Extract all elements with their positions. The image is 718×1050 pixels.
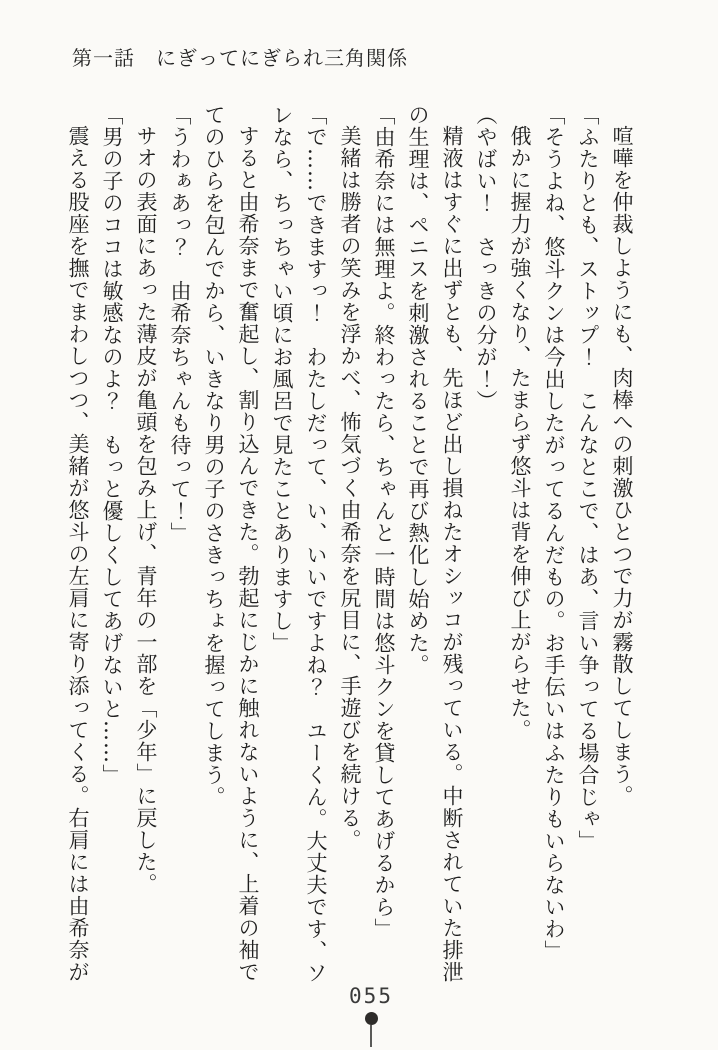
novel-paragraph: 「男の子のココは敏感なのよ？ もっと優しくしてあげないと……」: [100, 104, 124, 786]
novel-paragraph: 俄かに握力が強くなり、たまらず悠斗は背を伸び上がらせた。: [508, 125, 532, 741]
novel-paragraph: 美緒は勝者の笑みを浮かべ、怖気づく由希奈を尻目に、手遊びを続ける。: [338, 125, 362, 851]
novel-paragraph: サオの表面にあった薄皮が亀頭を包み上げ、青年の一部を「少年」に戻した。: [134, 125, 158, 895]
novel-paragraph: 「そうよね、悠斗クンは今出したがってるんだもの。お手伝いはふたりもいらないわ」: [542, 104, 566, 962]
novel-paragraph: 「うわぁあっ？ 由希奈ちゃんも待って！」: [168, 104, 192, 544]
novel-paragraph: 「ふたりとも、ストップ！ こんなとこで、はあ、言い争ってる場合じゃ」: [576, 104, 600, 852]
novel-paragraph: 「で……できますっ！ わたしだって、い、いいですよね？ ユーくん。大丈夫です、ソレなら、ちっちゃい頃にお風呂で見たことありますし」: [270, 104, 328, 984]
novel-paragraph: （やばい！ さっきの分が！）: [474, 104, 498, 412]
page-marker-group: [349, 984, 393, 1047]
page-number: 055: [349, 984, 393, 1008]
page-footer: [0, 984, 718, 1050]
novel-text-block: [61, 104, 639, 988]
novel-paragraph: 震える股座を撫でまわしつつ、美緒が悠斗の左肩に寄り添ってくる。右肩には由希奈が: [66, 125, 90, 983]
pin-dot-icon: [365, 1012, 378, 1025]
novel-paragraph: 精液はすぐに出ずとも、先ほど出し損ねたオシッコが残っている。中断されていた排泄の生理は、ペニスを刺激されることで再び熱化し始めた。: [406, 104, 464, 983]
chapter-header: 第一話 にぎってにぎられ三角関係: [72, 46, 408, 70]
novel-paragraph: すると由希奈まで奮起し、割り込んできた。勃起にじかに触れないように、上着の袖でてのひらを包んでから、いきなり男の子のさきっちょを握ってしまう。: [202, 104, 260, 983]
novel-paragraph: 「由希奈には無理よ。終わったら、ちゃんと一時間は悠斗クンを貸してあげるから」: [372, 104, 396, 940]
pin-stem-icon: [370, 1025, 372, 1047]
novel-paragraph: 喧嘩を仲裁しようにも、肉棒への刺激ひとつで力が霧散してしまう。: [610, 125, 634, 807]
